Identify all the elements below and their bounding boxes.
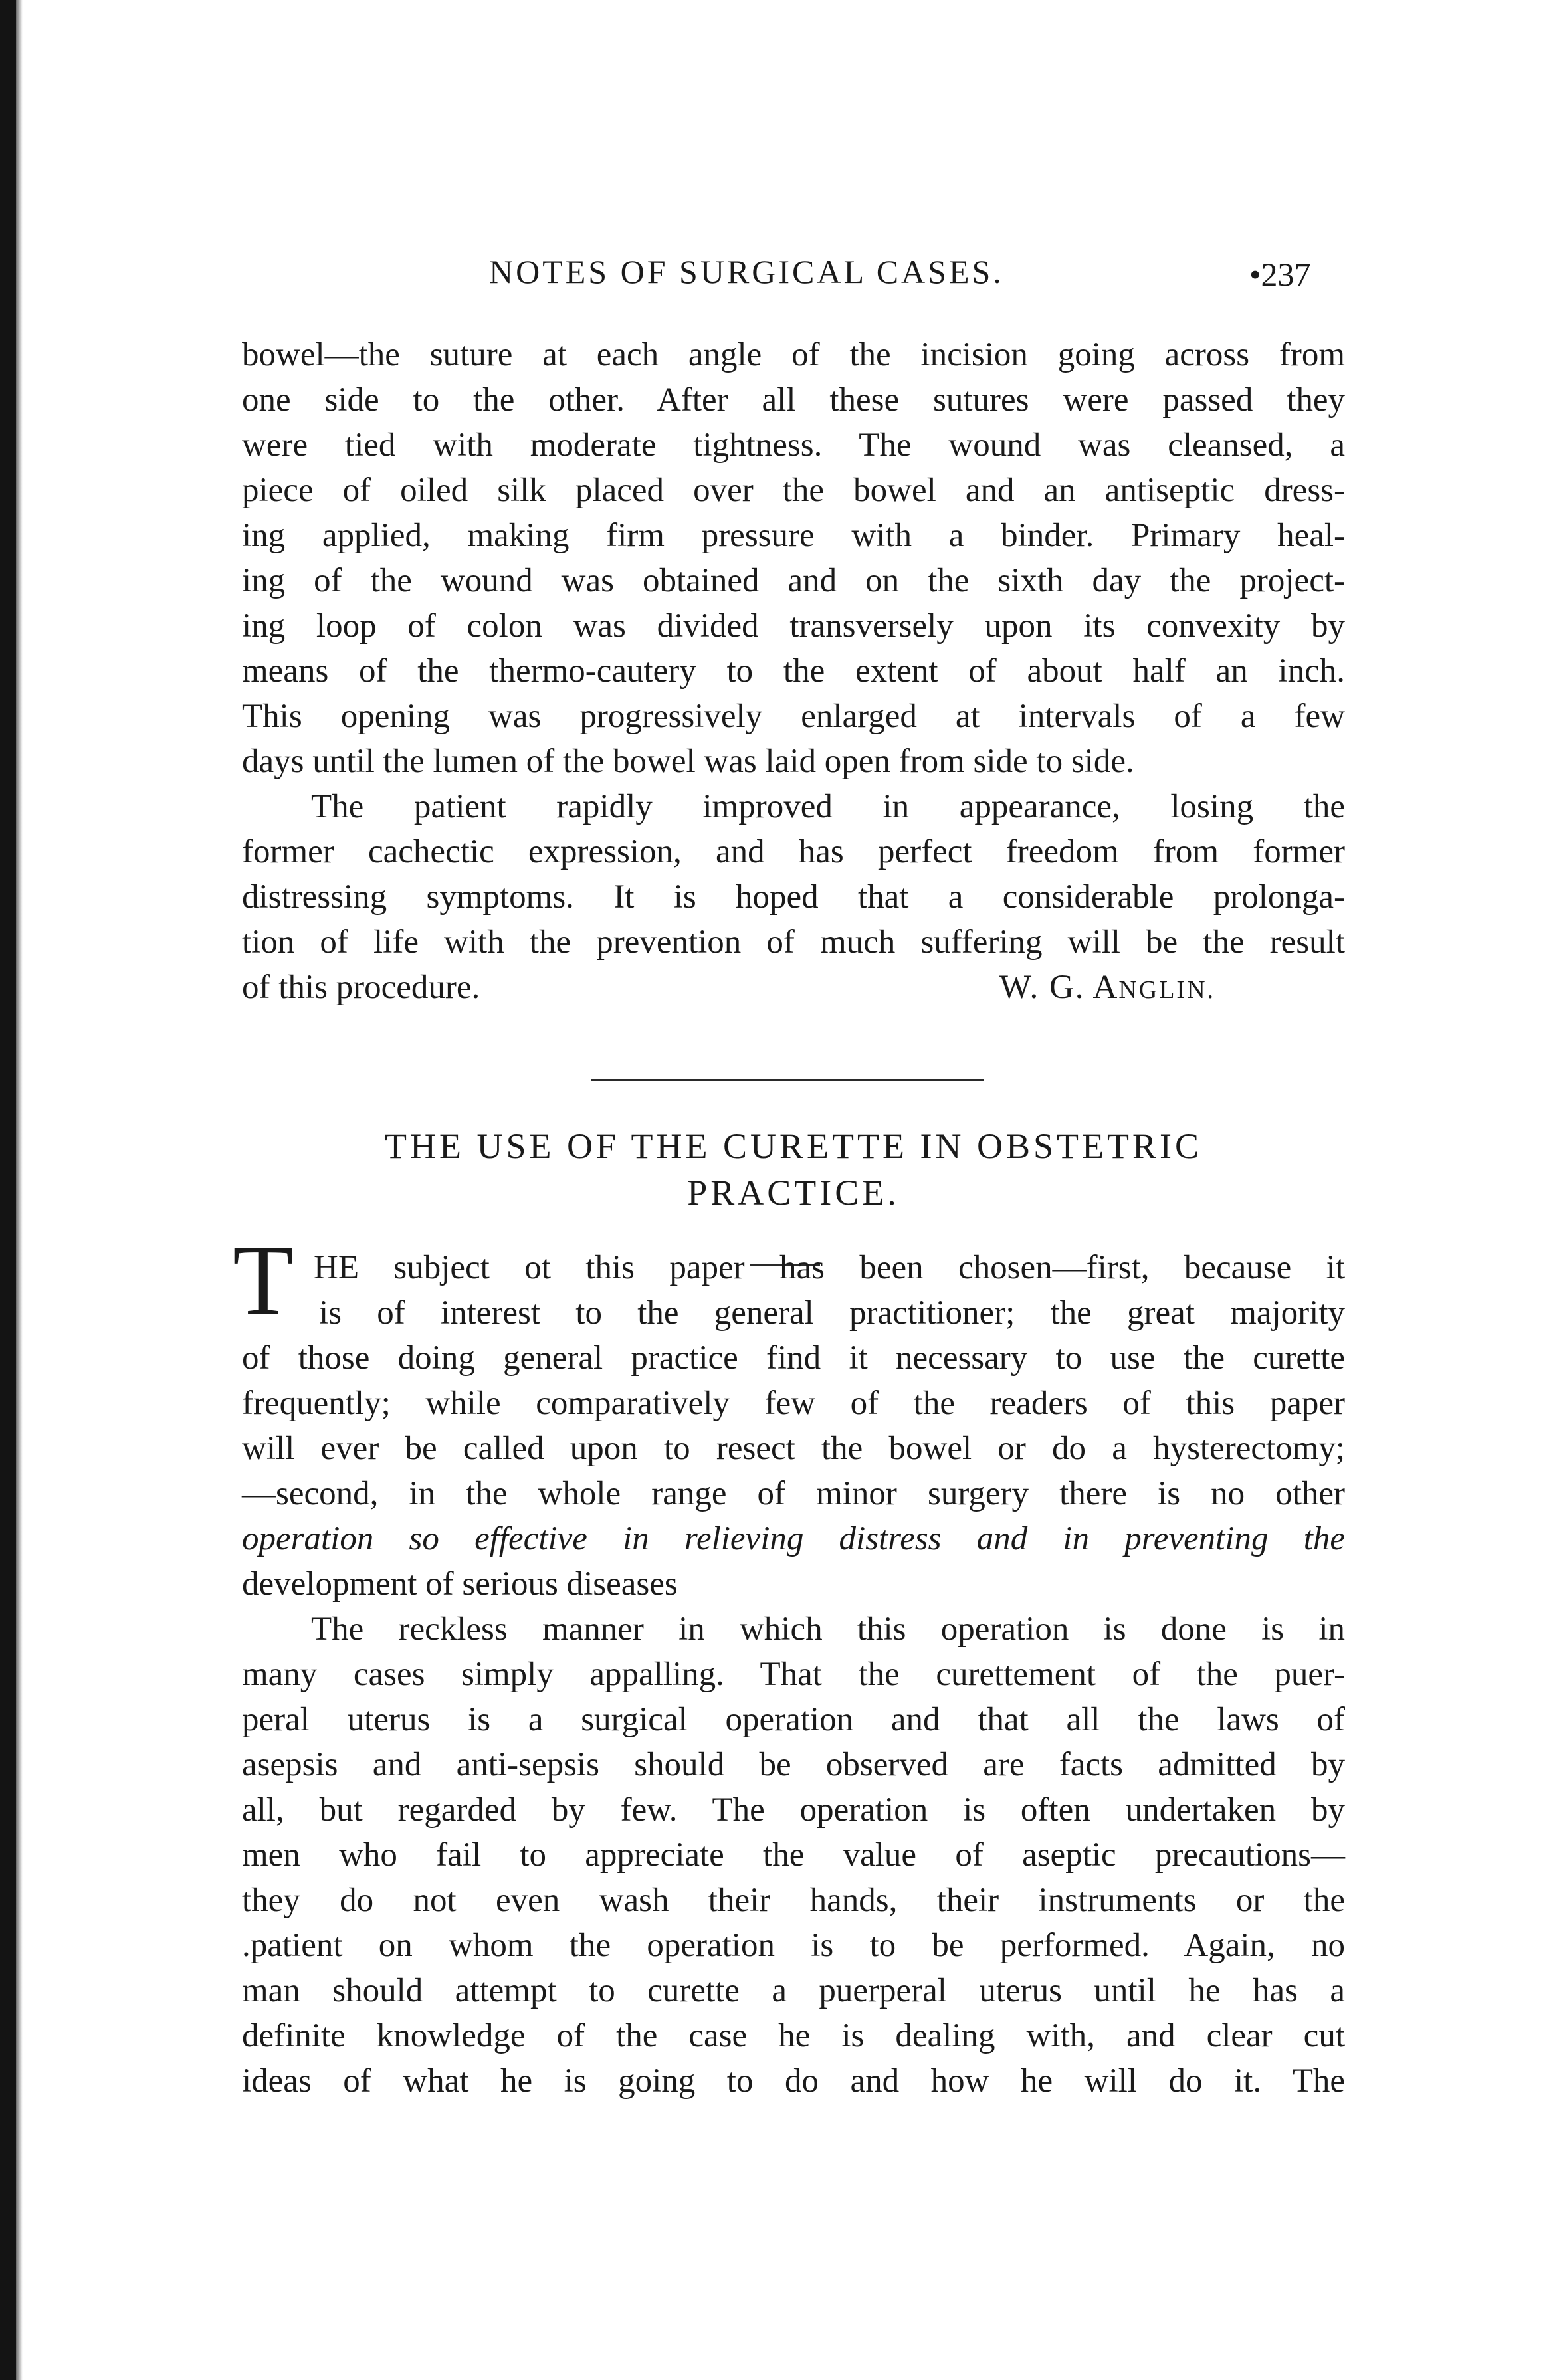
article-title-line-2: PRACTICE. [687,1173,900,1213]
drop-cap: T [233,1225,294,1336]
text-line: ing of the wound was obtained and on the sixth day the project- [242,562,1345,599]
text-line: one side to the other. After all these sutures were passed they [242,381,1345,419]
article-body [242,1245,1345,2104]
text-line: days until the lumen of the bowel was laid open from side to side. [242,743,1134,780]
text-line: bowel—the suture at each angle of the incision going across from [242,336,1345,373]
text-line: will ever be called upon to resect the bowel or do a hysterectomy; [242,1430,1345,1467]
text-line: ing applied, making firm pressure with a binder. Primary heal- [242,517,1345,554]
section-divider [591,1079,984,1081]
page-number: •237 [1249,256,1311,293]
text-line: is of interest to the general practitioner; the great majority [319,1294,1345,1332]
text-line: definite knowledge of the case he is dealing with, and clear cut [242,2017,1345,2054]
text-line: This opening was progressively enlarged at intervals of a few [242,698,1345,735]
running-title: NOTES OF SURGICAL CASES. [489,253,1004,290]
text-line: .patient on whom the operation is to be performed. Again, no [242,1927,1345,1964]
text-line-italic: operation so effective in relieving distress and in preventing the [242,1520,1345,1557]
text-line: The patient rapidly improved in appearance, losing the [311,788,1345,825]
text-line: tion of life with the prevention of much suffering will be the result [242,924,1345,961]
text-line: ing loop of colon was divided transversely upon its convexity by [242,607,1345,645]
text-line: they do not even wash their hands, their instruments or the [242,1882,1345,1919]
case-report-text [242,332,1345,1010]
text-line: ideas of what he is going to do and how he will do it. The [242,2062,1345,2100]
text-line: former cachectic expression, and has perfect freedom from former [242,833,1345,870]
article-title-line-1: THE USE OF THE CURETTE IN OBSTETRIC [385,1126,1202,1166]
text-line: frequently; while comparatively few of the readers of this paper [242,1385,1345,1422]
text-line: distressing symptoms. It is hoped that a considerable prolonga- [242,878,1345,916]
binding-edge [0,0,16,2380]
text-line: HE subject ot this paper has been chosen—first, because it [314,1249,1345,1286]
text-line: were tied with moderate tightness. The wound was cleansed, a [242,427,1345,464]
signature-initials: W. G. A [999,969,1119,1006]
closing-text: of this procedure. [242,969,480,1006]
signature-surname: NGLIN. [1118,976,1216,1004]
text-line: men who fail to appreciate the value of aseptic precautions— [242,1836,1345,1874]
text-line: piece of oiled silk placed over the bowel and an antiseptic dress- [242,472,1345,509]
text-line: many cases simply appalling. That the curettement of the puer- [242,1656,1345,1693]
text-line: all, but regarded by few. The operation is often undertaken by [242,1791,1345,1829]
text-line: The reckless manner in which this operation is done is in [311,1611,1345,1648]
text-line: —second, in the whole range of minor surgery there is no other [242,1475,1345,1512]
running-head [0,252,1555,299]
text-line: development of serious diseases [242,1565,678,1603]
text-line: man should attempt to curette a puerperal uterus until he has a [242,1972,1345,2009]
text-line: of those doing general practice find it necessary to use the curette [242,1339,1345,1377]
article-title [242,1123,1345,1216]
closing-line [242,965,1345,1010]
text-line: asepsis and anti-sepsis should be observed are facts admitted by [242,1746,1345,1783]
text-line: means of the thermo-cautery to the extent of about half an inch. [242,652,1345,690]
author-signature [999,965,1215,1013]
text-line: peral uterus is a surgical operation and that all the laws of [242,1701,1345,1738]
binding-shadow [16,0,23,2380]
